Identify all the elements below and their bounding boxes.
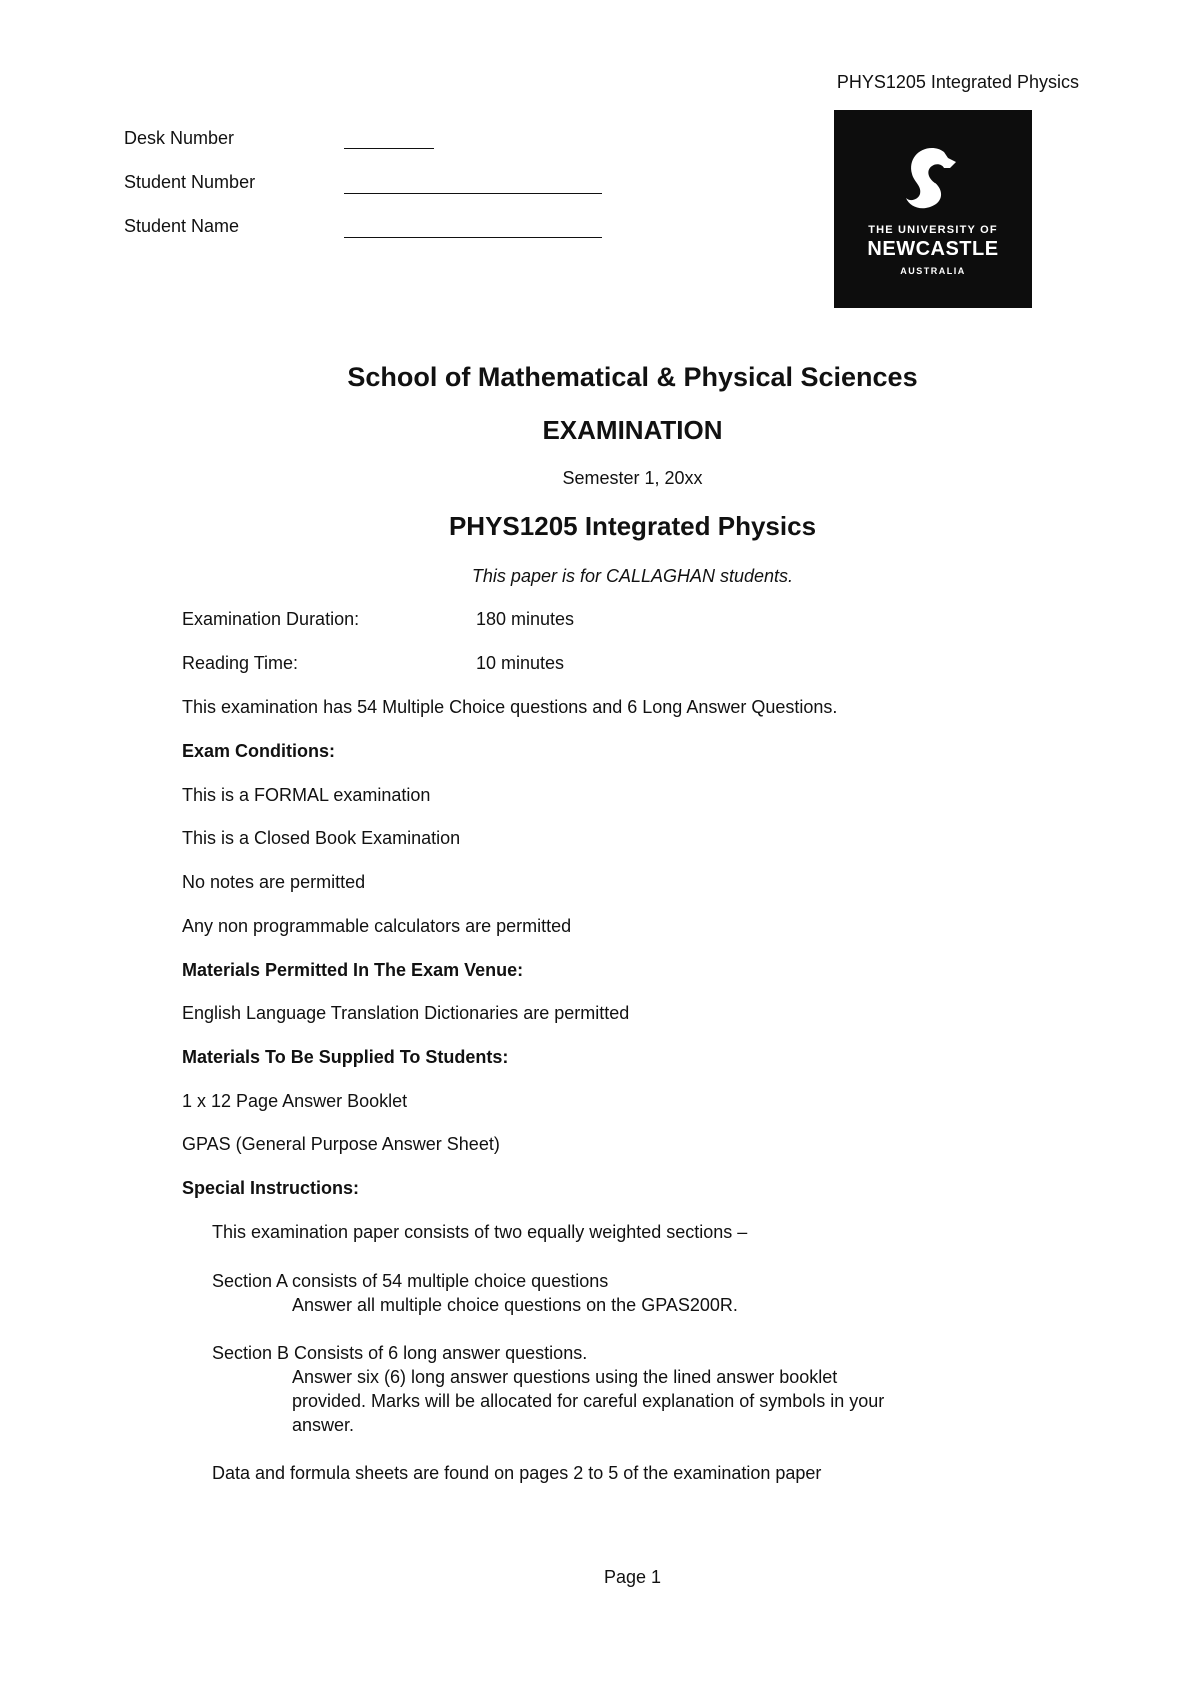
- exam-title: EXAMINATION: [542, 415, 723, 445]
- page-number: Page 1: [603, 1567, 662, 1587]
- materials-supplied-item: 1 x 12 Page Answer Booklet: [182, 1091, 408, 1111]
- special-intro: This examination paper consists of two equally weighted sections –: [212, 1222, 748, 1242]
- campus-note: This paper is for CALLAGHAN students.: [471, 566, 794, 586]
- materials-supplied-item: GPAS (General Purpose Answer Sheet): [182, 1134, 500, 1154]
- student-number-label: Student Number: [124, 172, 256, 192]
- student-name-field[interactable]: [344, 237, 602, 238]
- section-a-detail: Answer all multiple choice questions on the GPAS200R.: [292, 1295, 738, 1315]
- condition-item: This is a Closed Book Examination: [182, 828, 461, 848]
- materials-permitted-item: English Language Translation Dictionaries are permitted: [182, 1003, 630, 1023]
- logo-line-1: THE UNIVERSITY OF: [868, 224, 998, 236]
- section-a-text: Section A consists of 54 multiple choice questions: [212, 1271, 609, 1291]
- materials-supplied-heading: Materials To Be Supplied To Students:: [182, 1047, 509, 1067]
- data-sheets-note: Data and formula sheets are found on pages 2 to 5 of the examination paper: [212, 1463, 822, 1483]
- logo-line-3: AUSTRALIA: [900, 266, 966, 276]
- condition-item: This is a FORMAL examination: [182, 785, 431, 805]
- school-title: School of Mathematical & Physical Sciences: [347, 362, 918, 392]
- conditions-heading: Exam Conditions:: [182, 741, 336, 761]
- course-title: PHYS1205 Integrated Physics: [448, 511, 817, 541]
- desk-number-label: Desk Number: [124, 128, 235, 148]
- logo-line-2: NEWCASTLE: [867, 238, 999, 260]
- condition-item: No notes are permitted: [182, 872, 366, 892]
- desk-number-field[interactable]: [344, 148, 434, 149]
- duration-label: Examination Duration:: [182, 609, 360, 629]
- reading-time-label: Reading Time:: [182, 653, 299, 673]
- condition-item: Any non programmable calculators are permitted: [182, 916, 572, 936]
- semester-text: Semester 1, 20xx: [562, 468, 703, 488]
- duration-value: 180 minutes: [476, 609, 575, 629]
- exam-summary: This examination has 54 Multiple Choice questions and 6 Long Answer Questions.: [182, 697, 838, 717]
- university-logo: [834, 110, 1032, 308]
- materials-permitted-heading: Materials Permitted In The Exam Venue:: [182, 960, 524, 980]
- student-name-label: Student Name: [124, 216, 240, 236]
- section-b-text: Section B Consists of 6 long answer questions.: [212, 1343, 588, 1363]
- section-b-detail-line: Answer six (6) long answer questions using the lined answer booklet: [292, 1367, 838, 1387]
- running-header: PHYS1205 Integrated Physics: [836, 72, 1079, 92]
- section-b-detail-line: provided. Marks will be allocated for careful explanation of symbols in your: [292, 1391, 885, 1411]
- section-b-detail-line: answer.: [292, 1415, 355, 1435]
- seahorse-crest-icon: [898, 144, 968, 216]
- special-instructions-heading: Special Instructions:: [182, 1178, 360, 1198]
- reading-time-value: 10 minutes: [476, 653, 565, 673]
- student-number-field[interactable]: [344, 193, 602, 194]
